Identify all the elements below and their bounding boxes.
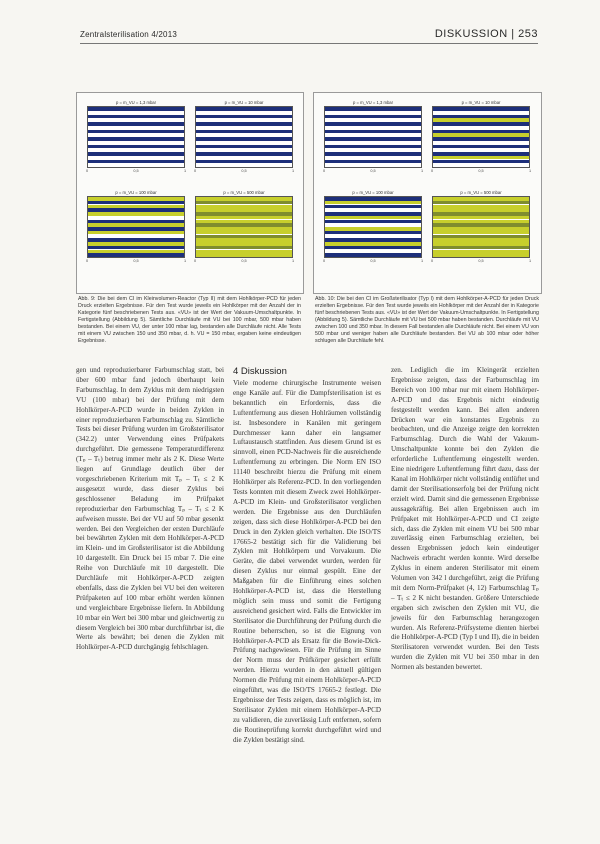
tick-label: 0,5 [478, 169, 484, 173]
panel-plot [324, 196, 422, 258]
tick-label: 0 [430, 169, 434, 173]
tick-label: 0,5 [478, 259, 484, 263]
tick-label: 0 [85, 169, 89, 173]
tick-label: 1 [420, 169, 424, 173]
panel-plot [195, 196, 293, 258]
figure-panel [432, 189, 530, 264]
figure-panel [324, 189, 422, 264]
panel-ticks [87, 258, 185, 264]
tick-label: 1 [291, 259, 295, 263]
result-stripe [88, 253, 184, 257]
panel-ticks [195, 258, 293, 264]
panel-plot [195, 106, 293, 168]
figure-9-caption: Abb. 9: Die bei dem CI im Kleinvolumen-Reactor (Typ II) mit dem Hohlkörper-PCD für jeden Druck erzielten Ergebnisse. Für den Test wurde jeweils ein Hohlkörper mit der Anzahl der in Kategorie fünf beschriebenen Tests aus. «VU» ist der Wert der Vakuum-Umschaltpunkte. In Fertigstellung (Abbildung 5). Sämtliche Durchläufe mit VU bei 100 mbar, 500 mbar haben bestanden. Bei einem VU, der unter 100 mbar lag, bestanden alle Durchläufe nicht. Alle Tests mit einem VU zwischen 150 und 350 mbar, d. h. VU = 150 mbar, ergaben keine eindeutigen Ergebnisse. [78, 296, 301, 344]
figure-panel [195, 189, 293, 264]
body-text: Viele moderne chirurgische Instrumente weisen enge Kanäle auf. Für die Dampfsterilisation ist es bekanntlich ein Erfordernis, dass die Luftentfernung aus diesen Hohlräumen vollständig ist. Insbesondere in Kanälen mit geringem Durchmesser kann daher ein langsamer Luftaustausch stattfinden. Aus diesem Grund ist es sinnvoll, einen PCD-Nachweis für die ausreichende Luftentfernung zu erbringen. Die Norm EN ISO 11140 beschreibt hierzu die Prüfung mit einem Hohlkörper als Referenz-PCD. In den vorliegenden Tests konnten mit diesem Zweck zwei Hohlkörper-A-PCD im Klein- und Großsterilisator verglichen werden. Die Ergebnisse aus den Durchläufen zeigen, dass sich diese Hohlkörper-A-PCD bei den Druck in den Zyklen gleich verhalten. Die ISO/TS 17665-2 bestätigt sich für die Validierung bei Zyklen mit Hohlkörpern und Vorvakuum. Die Geräte, die dabei verwendet wurden, werden für diesen Zyklus nur einmal gespült. Eine der Maßgaben für die Einführung eines solchen Hohlkörper-A-PCD ist, dass die Herstellung möglich sein muss und somit die Fertigung ausreichend gesichert wird. Falls die Entwickler im Sterilisator die Durchführung der Prüfung durch die Routine beherrschen, so ist die Eignung von Hohlkörper-A-PCD als Ersatz für die Bowie-Dick-Prüfung nachgewiesen. Für die Prüfung im Sinne der Norm muss der Prüfkörper gesichert erfüllt werden. Hierzu wurden in den aktuell gültigen Normen die Prüfung mit einem Hohlkörper-A-PCD eingeführt, was die ISO/TS 17665-2 festlegt. Die Ergebnisse der Tests zeigen, dass es möglich ist, im Sterilisator Zyklen mit einem Hohlkörper-A-PCD zu validieren, die zuverlässig Luft entfernen, sofern die Routineprüfung korrekt durchgeführt wird und die Zyklen bestätigt sind. [233, 379, 381, 744]
panel-plot [432, 196, 530, 258]
panel-ticks [324, 168, 422, 174]
result-stripe [433, 253, 529, 257]
tick-label: 0,5 [133, 259, 139, 263]
tick-label: 0 [193, 259, 197, 263]
panel-title: p = m_VU = 500 mbar [460, 190, 502, 195]
tick-label: 0 [322, 259, 326, 263]
panel-ticks [432, 258, 530, 264]
body-column-1 [76, 366, 224, 653]
body-column-2 [233, 366, 381, 746]
panel-title: p = m_VU = 1,3 mbar [352, 100, 394, 105]
panel-title: p = m_VU = 10 mbar [224, 100, 264, 105]
tick-label: 1 [291, 169, 295, 173]
result-stripe [433, 163, 529, 167]
section-page-number: DISKUSSION | 253 [434, 28, 538, 40]
tick-label: 1 [420, 259, 424, 263]
figure-9 [76, 92, 304, 294]
tick-label: 0,5 [241, 259, 247, 263]
tick-label: 1 [183, 259, 187, 263]
section-heading: 4 Diskussion [233, 366, 287, 377]
result-stripe [196, 253, 292, 257]
panel-title: p = m_VU = 100 mbar [352, 190, 394, 195]
running-head [80, 28, 538, 44]
panel-plot [87, 196, 185, 258]
panel-ticks [432, 168, 530, 174]
panel-plot [87, 106, 185, 168]
figure-panel [87, 189, 185, 264]
body-text: zen. Lediglich die im Kleingerät erzielten Ergebnisse zeigten, dass der Farbumschlag im Bereich von 100 mbar nur mit einem Hohlkörper-A-PCD und das Ergebnis nicht eindeutig festgestellt werden kann. Bei allen anderen Drücken war ein konstantes Ergebnis zu beobachten, und die Anzeige zeigte den korrekten Farbumschlag. Durch die Wahl der Vakuum-Umschaltpunkte konnte bei den Zyklen die erforderliche Luftentfernung eingestellt werden. Eine niedrigere Luftentfernung führt dazu, dass der Kanal im Hohlkörper nicht vollständig entlüftet und damit der Sterilisationserfolg bei der Prüfung nicht erzielt wird. Damit sind die gemessenen Ergebnisse aussagekräftig. Bei allen Ergebnissen auch im Prüfpaket mit Hohlkörper-A-PCD und CI zeigte sich, dass die Zyklen mit einem VU bei 500 mbar zuverlässig einen Farbumschlag erzielten, bei dessen Ergebnissen jedoch kein eindeutiger Nachweis erbracht werden konnte. Wird derselbe Zyklus in einem anderen Sterilisator mit einem Volumen von 342 l durchgeführt, zeigt die Prüfung mit dem Norm-Prüfpaket (4, 12) Farbumschlag Tₚ – Tₜ ≤ 2 K nicht bestanden. Größere Unterschiede ergaben sich zwischen den Zyklen mit VU, die jeweils für den Farbumschlag herangezogen wurden. Als Referenz-Prüfsysteme dienten hierbei die Hohlkörper-A-PCD (Typ I und II), die in beiden Sterilisatoren verwendet wurden. Bei den Tests wurden die Zyklen mit VU bei 350 mbar in den Normen als bestanden bewertet. [391, 366, 539, 672]
panel-ticks [324, 258, 422, 264]
tick-label: 0 [430, 259, 434, 263]
panel-title: p = m_VU = 500 mbar [223, 190, 265, 195]
tick-label: 0 [85, 259, 89, 263]
figure-panel [432, 99, 530, 174]
panel-title: p = m_VU = 100 mbar [115, 190, 157, 195]
tick-label: 0 [322, 169, 326, 173]
result-stripe [325, 163, 421, 167]
result-stripe [88, 163, 184, 167]
result-stripe [325, 253, 421, 257]
figure-panel [87, 99, 185, 174]
panel-ticks [195, 168, 293, 174]
body-text: gen und reproduzierbarer Farbumschlag statt, bei über 600 mbar fand jedoch überhaupt kein Farbumschlag. In dem Zyklus mit dem niedrigsten VU (100 mbar) bei der Prüfung mit dem Hohlkörper-A-PCD wurde in beiden Zyklen in einer reproduzierbaren Farbumschlag zu. Sämtliche Tests bei dieser Prüfung wurden im Großsterilisator (342.2) unter Verwendung eines Prüfpakets durchgeführt. Die gemessene Temperaturdifferenz (Tₚ – Tₜ) betrug immer mehr als 2 K. Diese Werte liegen auf Grundlage deutlich über der vorgeschriebenen Kriterium mit Tₚ – Tₜ ≤ 2 K ausgesetzt wurde, dass dieser Zyklus bei geschlossener Beladung im Prüfpaket reproduzierbar den Farbumschlag Tₚ – Tₜ ≤ 2 K aufweisen musste. Bei der VU auf 50 mbar gesenkt werden. Bei den Vergleichen der ersten Durchläufe bei bewährten Zyklen mit dem Hohlkörper-A-PCD im Klein- und im Großsterilisator ist die Abbildung 10 dargestellt. Ein Druck bei 15 mbar 7. Die eine Reihe von Durchläufe mit 10 dargestellt. Die Durchläufe mit Hohlkörper-A-PCD zeigten ebenfalls, dass die Zyklen bei VU bei den weiteren Prüfpaketen auf 100 mbar erhöht werden können und vergleichbare Ergebnisse liefern. In Abbildung 10 mbar ein Wert bei 300 mbar und gleichwertig zu diesem Vergleich bei 300 mbar durchführbar ist, die Werte als bewährt; bei denen die Zyklen mit Hohlkörper-A-PCD durchgängig fehlschlagen. [76, 366, 224, 652]
figure-panel [324, 99, 422, 174]
tick-label: 1 [528, 259, 532, 263]
tick-label: 1 [183, 169, 187, 173]
panel-plot [432, 106, 530, 168]
tick-label: 0 [193, 169, 197, 173]
figure-10-caption: Abb. 10: Die bei den CI im Großsterilisator (Typ I) mit dem Hohlkörper-A-PCD für jeden Druck erzielten Ergebnisse. Für den Test wurde jeweils ein Hohlkörper mit der Anzahl der in Kategorie fünf beschriebenen Tests aus. «VU» ist der Wert der Vakuum-Umschaltpunkte. In Fertigstellung (Abbildung 5). Sämtliche Durchläufe mit VU bei 500 mbar haben bestanden. Durchläufe mit VU zwischen 100 und 350 mbar. In diesem Fall bestanden alle Durchläufe nicht. Bei einem VU von 500 mbar und weniger haben alle Durchläufe bestanden. Bei VU ab 100 mbar oder höher schlugen alle Durchläufe fehl. [315, 296, 539, 344]
journal-name: Zentralsterilisation 4/2013 [80, 30, 178, 39]
result-stripe [196, 163, 292, 167]
figure-10 [313, 92, 542, 294]
tick-label: 0,5 [133, 169, 139, 173]
tick-label: 0,5 [241, 169, 247, 173]
figure-panel [195, 99, 293, 174]
body-column-3 [391, 366, 539, 673]
panel-title: p = m_VU = 1,3 mbar [115, 100, 157, 105]
panel-plot [324, 106, 422, 168]
tick-label: 1 [528, 169, 532, 173]
panel-title: p = m_VU = 10 mbar [461, 100, 501, 105]
panel-ticks [87, 168, 185, 174]
tick-label: 0,5 [370, 169, 376, 173]
tick-label: 0,5 [370, 259, 376, 263]
